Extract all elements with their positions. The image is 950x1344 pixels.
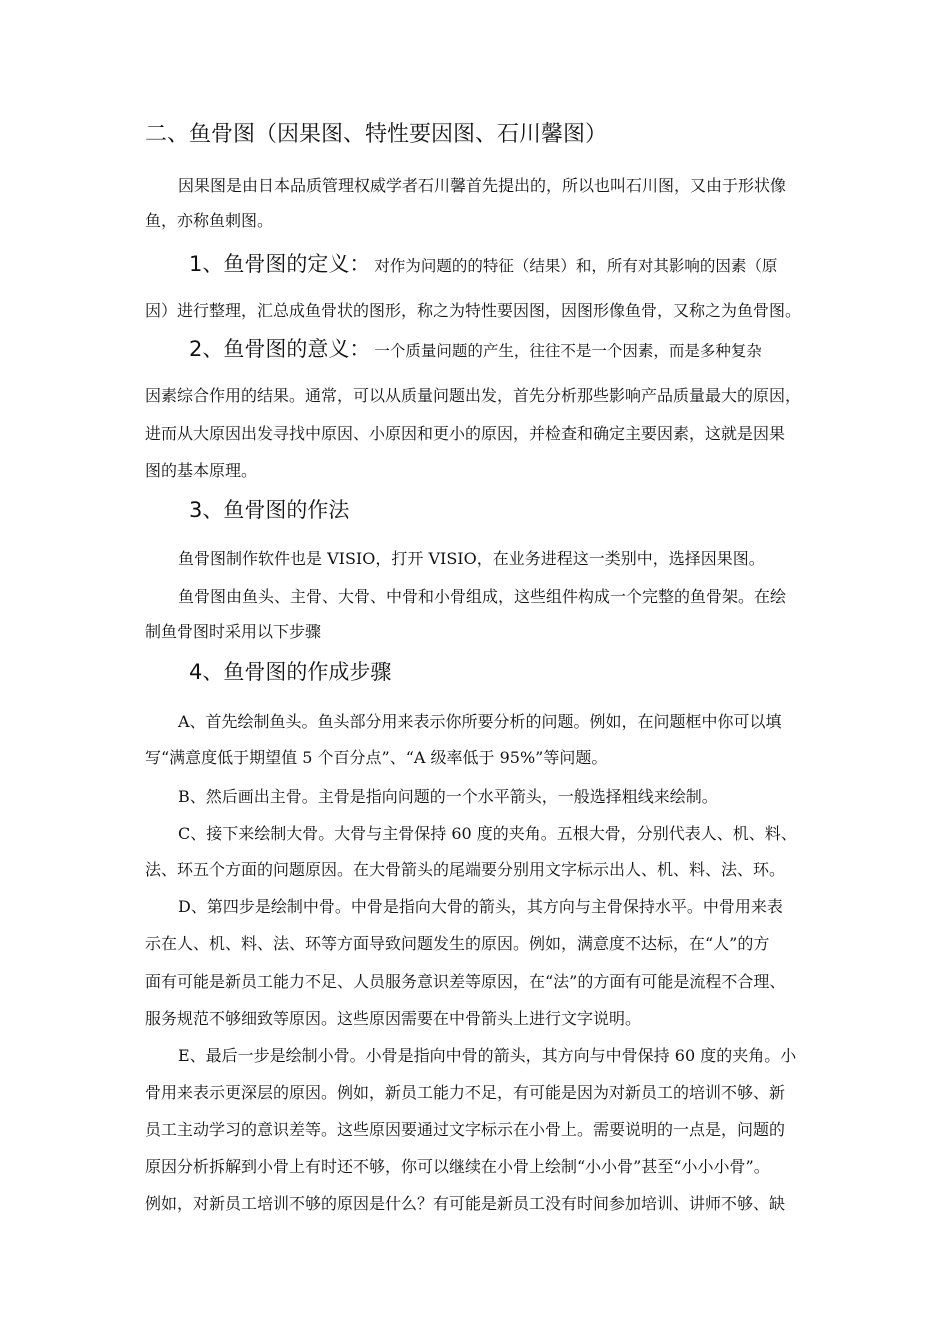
section4-line-2: 写“满意度低于期望值 5 个百分点”、“A 级率低于 95%”等问题。 [145,748,608,767]
section3-heading: 3、鱼骨图的作法 [189,498,350,522]
section4-line-12: 员工主动学习的意识差等。这些原因要通过文字标示在小骨上。需要说明的一点是，问题的 [145,1120,786,1139]
section4-line-1: A、首先绘制鱼头。鱼头部分用来表示你所要分析的问题。例如，在问题框中你可以填 [178,712,782,731]
section4-line-10: E、最后一步是绘制小骨。小骨是指向中骨的箭头，其方向与中骨保持 60 度的夹角。小 [178,1046,797,1065]
section2-line-3: 进而从大原因出发寻找中原因、小原因和更小的原因，并检查和确定主要因素，这就是因果 [145,424,786,443]
section4-line-3: B、然后画出主骨。主骨是指向问题的一个水平箭头，一般选择粗线来绘制。 [178,787,718,806]
section4-heading: 4、鱼骨图的作成步骤 [189,660,392,684]
section1-line-1: 对作为问题的的特征（结果）和，所有对其影响的因素（原 [374,257,778,275]
section1-heading: 1、鱼骨图的定义： [189,252,371,276]
section2-heading: 2、鱼骨图的意义： [189,337,371,361]
section3-line-1: 鱼骨图制作软件也是 VISIO，打开 VISIO，在业务进程这一类别中，选择因果图。 [178,549,765,568]
intro-line-2: 鱼，亦称鱼刺图。 [145,211,274,230]
section1-heading-row [189,250,777,280]
section4-line-13: 原因分析拆解到小骨上有时还不够，你可以继续在小骨上绘制“小小骨”甚至“小小小骨”。 [145,1157,770,1176]
section3-line-2: 鱼骨图由鱼头、主骨、大骨、中骨和小骨组成，这些组件构成一个完整的鱼骨架。在绘 [178,587,787,606]
section4-line-6: D、第四步是绘制中骨。中骨是指向大骨的箭头，其方向与主骨保持水平。中骨用来表 [178,897,783,916]
intro-line-1: 因果图是由日本品质管理权威学者石川馨首先提出的，所以也叫石川图，又由于形状像 [178,176,787,195]
section2-line-4: 图的基本原理。 [145,461,258,480]
section4-line-8: 面有可能是新员工能力不足、人员服务意识差等原因，在“法”的方面有可能是流程不合理、 [145,972,786,991]
section4-line-7: 示在人、机、料、法、环等方面导致问题发生的原因。例如，满意度不达标，在“人”的方 [145,934,770,953]
section4-line-14: 例如，对新员工培训不够的原因是什么？有可能是新员工没有时间参加培训、讲师不够、缺 [145,1194,786,1213]
section4-line-9: 服务规范不够细致等原因。这些原因需要在中骨箭头上进行文字说明。 [145,1009,642,1028]
section4-line-11: 骨用来表示更深层的原因。例如，新员工能力不足，有可能是因为对新员工的培训不够、新 [145,1083,786,1102]
section4-line-4: C、接下来绘制大骨。大骨与主骨保持 60 度的夹角。五根大骨，分别代表人、机、料、 [178,824,797,843]
section1-line-2: 因）进行整理，汇总成鱼骨状的图形，称之为特性要因图，因图形像鱼骨，又称之为鱼骨图。 [145,301,802,320]
section3-line-3: 制鱼骨图时采用以下步骤 [145,622,322,641]
page-title: 二、鱼骨图（因果图、特性要因图、石川馨图） [145,122,608,147]
section2-line-1: 一个质量问题的产生，往往不是一个因素，而是多种复杂 [374,342,762,360]
section4-line-5: 法、环五个方面的问题原因。在大骨箭头的尾端要分别用文字标示出人、机、料、法、环。 [145,860,786,879]
section2-heading-row [189,335,762,365]
section2-line-2: 因素综合作用的结果。通常，可以从质量问题出发，首先分析那些影响产品质量最大的原因， [145,386,802,405]
